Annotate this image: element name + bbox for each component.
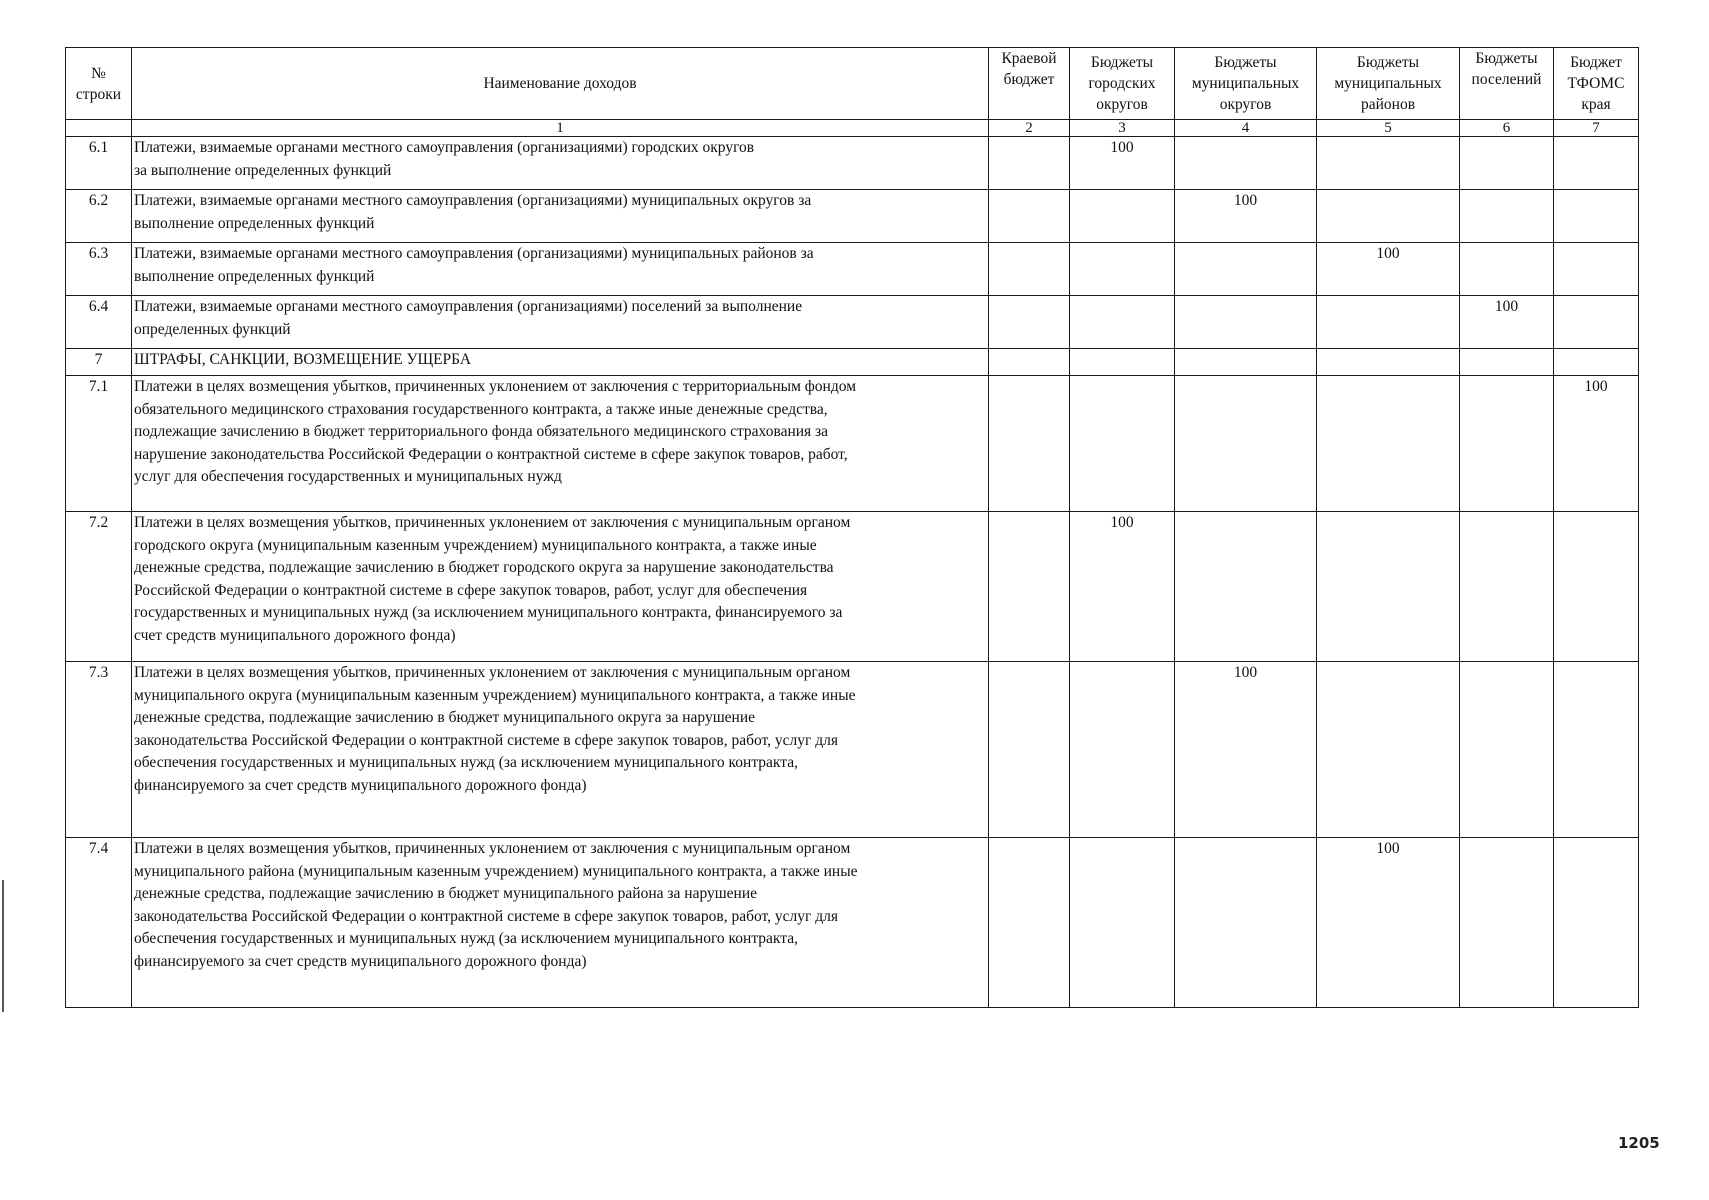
header-row-number: № строки (66, 48, 132, 120)
distribution-value (1317, 349, 1460, 376)
income-name: Платежи, взимаемые органами местного самоуправления (организациями) муниципальных округов за выполнение определенных функций (132, 190, 989, 243)
distribution-value (989, 296, 1070, 349)
income-name: Платежи, взимаемые органами местного самоуправления (организациями) городских округов за выполнение определенных функций (132, 137, 989, 190)
distribution-value (1554, 349, 1639, 376)
distribution-value (1175, 349, 1317, 376)
distribution-value (1175, 838, 1317, 1008)
row-number: 6.1 (66, 137, 132, 190)
distribution-value (1070, 296, 1175, 349)
table-row (66, 137, 1639, 190)
distribution-value (989, 137, 1070, 190)
distribution-value: 100 (1070, 137, 1175, 190)
distribution-value: 100 (1460, 296, 1554, 349)
header-municipal-district-budgets: Бюджеты муниципальных округов (1175, 48, 1317, 120)
distribution-value (1175, 137, 1317, 190)
table-row (66, 838, 1639, 1008)
row-number: 7.3 (66, 662, 132, 838)
distribution-value (1460, 349, 1554, 376)
distribution-value (1070, 376, 1175, 512)
distribution-value (1070, 190, 1175, 243)
column-index-row (66, 120, 1639, 137)
distribution-value (1460, 838, 1554, 1008)
income-name: Платежи в целях возмещения убытков, причиненных уклонением от заключения с территориальным фондом обязательного медицинского страхования государственного контракта, а также иные денежные средства, подлежащие зачислению в бюджет территориального фонда обязательного медицинского страхования за нарушение законодательства Российской Федерации о контрактной системе в сфере закупок товаров, работ, услуг для обеспечения государственных и муниципальных нужд (132, 376, 989, 512)
income-name: Платежи в целях возмещения убытков, причиненных уклонением от заключения с муниципальным органом муниципального района (муниципальным казенным учреждением) муниципального контракта, а также иные денежные средства, подлежащие зачислению в бюджет муниципального района за нарушение законодательства Российской Федерации о контрактной системе в сфере закупок товаров, работ, услуг для обеспечения государственных и муниципальных нужд (за исключением муниципального контракта, финансируемого за счет средств муниципального дорожного фонда) (132, 838, 989, 1008)
distribution-value (1070, 243, 1175, 296)
income-name: ШТРАФЫ, САНКЦИИ, ВОЗМЕЩЕНИЕ УЩЕРБА (132, 349, 989, 376)
distribution-value: 100 (1070, 512, 1175, 662)
distribution-value (1070, 838, 1175, 1008)
column-index: 4 (1175, 120, 1317, 137)
distribution-value (1317, 137, 1460, 190)
table-row (66, 349, 1639, 376)
distribution-value (1070, 662, 1175, 838)
distribution-value (1317, 512, 1460, 662)
table-row (66, 190, 1639, 243)
header-settlement-budgets: Бюджеты поселений (1460, 48, 1554, 120)
distribution-value (1554, 296, 1639, 349)
distribution-value (989, 838, 1070, 1008)
row-number: 7.4 (66, 838, 132, 1008)
distribution-value (1554, 190, 1639, 243)
header-tfoms-budget: Бюджет ТФОМС края (1554, 48, 1639, 120)
row-number: 7.2 (66, 512, 132, 662)
column-index: 5 (1317, 120, 1460, 137)
distribution-value (1460, 190, 1554, 243)
income-name: Платежи в целях возмещения убытков, причиненных уклонением от заключения с муниципальным органом городского округа (муниципальным казенным учреждением) муниципального контракта, а также иные денежные средства, подлежащие зачислению в бюджет городского округа за нарушение законодательства Российской Федерации о контрактной системе в сфере закупок товаров, работ, услуг для обеспечения государственных и муниципальных нужд (за исключением муниципального контракта, финансируемого за счет средств муниципального дорожного фонда) (132, 512, 989, 662)
distribution-value (1554, 243, 1639, 296)
distribution-value: 100 (1317, 838, 1460, 1008)
row-number: 7.1 (66, 376, 132, 512)
income-name: Платежи в целях возмещения убытков, причиненных уклонением от заключения с муниципальным органом муниципального округа (муниципальным казенным учреждением) муниципального контракта, а также иные денежные средства, подлежащие зачислению в бюджет муниципального округа за нарушение законодательства Российской Федерации о контрактной системе в сфере закупок товаров, работ, услуг для обеспечения государственных и муниципальных нужд (за исключением муниципального контракта, финансируемого за счет средств муниципального дорожного фонда) (132, 662, 989, 838)
distribution-value (1317, 376, 1460, 512)
page-number: 1205 (1618, 1134, 1660, 1152)
row-number: 6.2 (66, 190, 132, 243)
column-index: 7 (1554, 120, 1639, 137)
header-income-name: Наименование доходов (132, 48, 989, 120)
column-index: 3 (1070, 120, 1175, 137)
distribution-value (1317, 190, 1460, 243)
table-row (66, 512, 1639, 662)
distribution-value (989, 243, 1070, 296)
distribution-value: 100 (1554, 376, 1639, 512)
header-regional-budget: Краевой бюджет (989, 48, 1070, 120)
table-row (66, 376, 1639, 512)
distribution-value (989, 376, 1070, 512)
distribution-value (1554, 838, 1639, 1008)
distribution-value (1317, 662, 1460, 838)
header-row (66, 48, 1639, 120)
distribution-value (989, 190, 1070, 243)
table-row (66, 296, 1639, 349)
column-index: 1 (132, 120, 989, 137)
distribution-value (1175, 376, 1317, 512)
distribution-value (1460, 662, 1554, 838)
scan-margin-mark (2, 880, 4, 1012)
income-name: Платежи, взимаемые органами местного самоуправления (организациями) муниципальных районов за выполнение определенных функций (132, 243, 989, 296)
distribution-value (1317, 296, 1460, 349)
column-index: 6 (1460, 120, 1554, 137)
distribution-value: 100 (1175, 190, 1317, 243)
header-city-district-budgets: Бюджеты городских округов (1070, 48, 1175, 120)
column-index (66, 120, 132, 137)
distribution-value (1175, 243, 1317, 296)
income-name: Платежи, взимаемые органами местного самоуправления (организациями) поселений за выполнение определенных функций (132, 296, 989, 349)
distribution-value (1175, 512, 1317, 662)
distribution-value (1460, 376, 1554, 512)
distribution-value: 100 (1317, 243, 1460, 296)
distribution-value (1460, 512, 1554, 662)
distribution-value (1460, 137, 1554, 190)
table-row (66, 243, 1639, 296)
distribution-value (1554, 662, 1639, 838)
distribution-value: 100 (1175, 662, 1317, 838)
distribution-value (989, 512, 1070, 662)
distribution-value (1554, 512, 1639, 662)
column-index: 2 (989, 120, 1070, 137)
header-municipal-area-budgets: Бюджеты муниципальных районов (1317, 48, 1460, 120)
distribution-value (1554, 137, 1639, 190)
distribution-value (989, 349, 1070, 376)
distribution-value (1175, 296, 1317, 349)
row-number: 6.4 (66, 296, 132, 349)
table-row (66, 662, 1639, 838)
distribution-value (1070, 349, 1175, 376)
revenue-table (65, 47, 1639, 1008)
row-number: 6.3 (66, 243, 132, 296)
row-number: 7 (66, 349, 132, 376)
distribution-value (989, 662, 1070, 838)
distribution-value (1460, 243, 1554, 296)
